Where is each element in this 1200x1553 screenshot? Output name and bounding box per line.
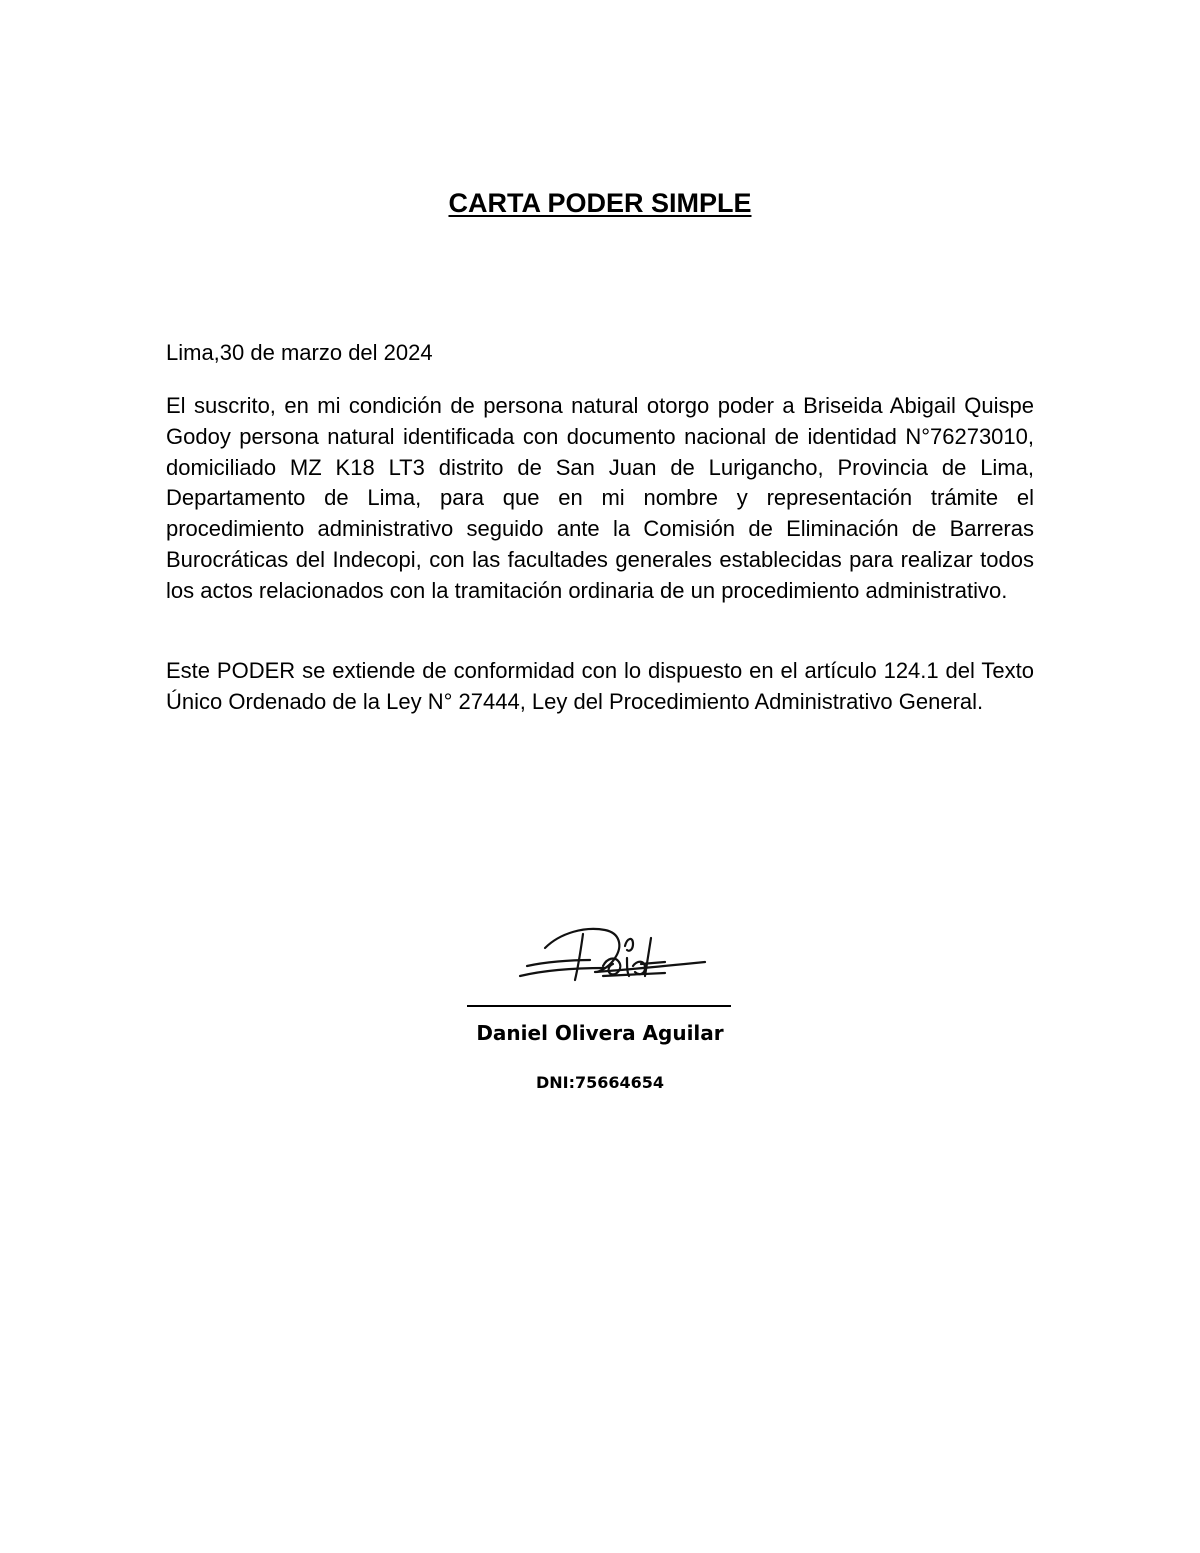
handwritten-signature: [515, 918, 710, 998]
date-line: Lima,30 de marzo del 2024: [166, 340, 433, 365]
signer-name: Daniel Olivera Aguilar: [476, 1021, 724, 1045]
body-paragraph-legal-basis: Este PODER se extiende de conformidad con lo dispuesto en el artículo 124.1 del Texto Único Ordenado de la Ley N° 27444, Ley del Procedimiento Administrativo General.: [166, 658, 1034, 714]
signer-dni: DNI:75664654: [535, 1073, 665, 1092]
document-title: CARTA PODER SIMPLE: [448, 188, 752, 218]
body-paragraph-authorization: El suscrito, en mi condición de persona natural otorgo poder a Briseida Abigail Quispe Godoy persona natural identificada con documento nacional de identidad N°76273010, domiciliado MZ K18 LT3 distrito de San Juan de Lurigancho, Provincia de Lima, Departamento de Lima, para que en mi nombre y representación trámite el procedimiento administrativo seguido ante la Comisión de Eliminación de Barreras Burocráticas del Indecopi, con las facultades generales establecidas para realizar todos los actos relacionados con la tramitación ordinaria de un procedimiento administrativo.: [166, 393, 1034, 603]
signature-line: [467, 1005, 731, 1007]
